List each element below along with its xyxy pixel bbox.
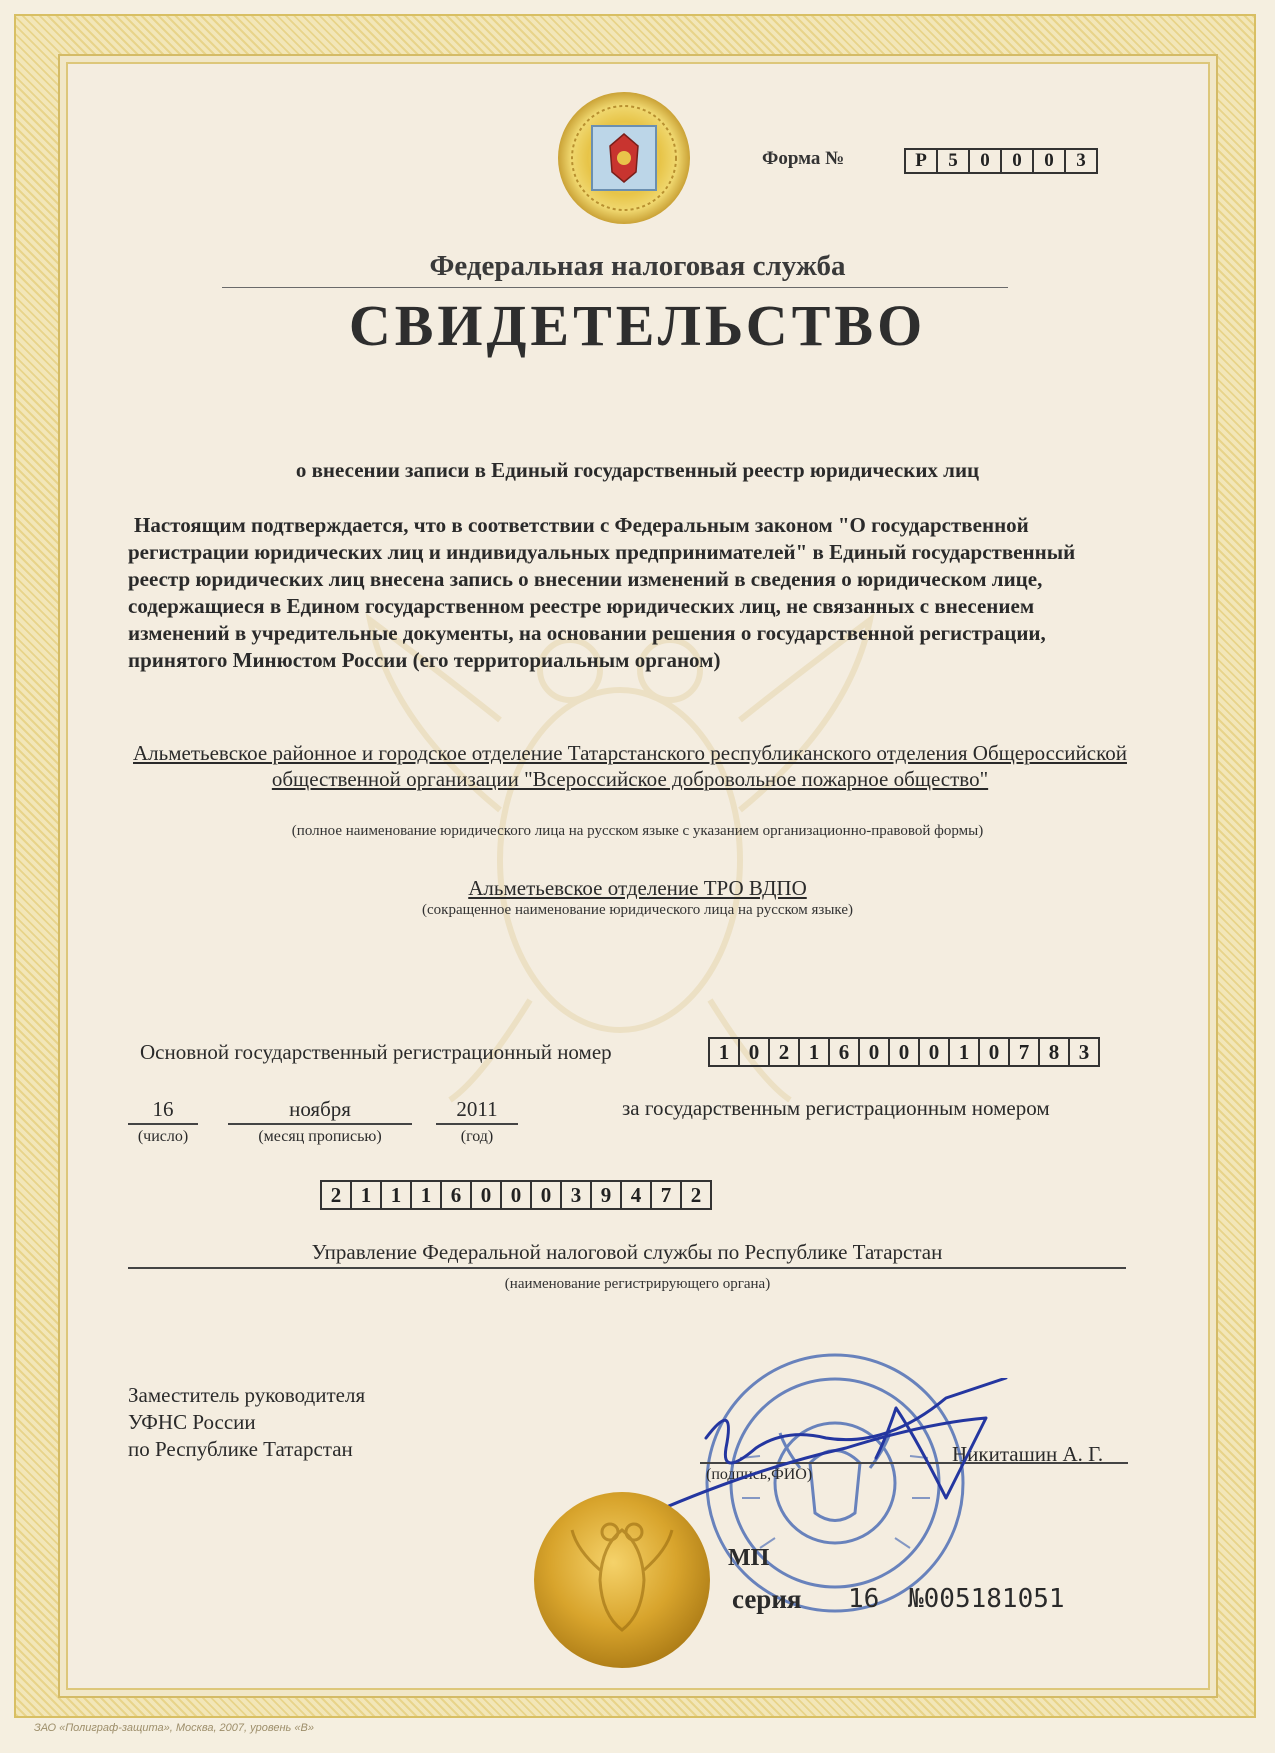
organization-short-name-caption: (сокращенное наименование юридического лица на русском языке): [422, 902, 853, 918]
grn-digit: 7: [652, 1180, 682, 1210]
grn-digit: 0: [472, 1180, 502, 1210]
registration-year: 2011: [436, 1097, 518, 1125]
ogrn-digit: 0: [860, 1037, 890, 1067]
year-caption: (год): [460, 1128, 494, 1145]
signature-caption: (подпись,ФИО): [706, 1466, 813, 1483]
grn-digit: 0: [532, 1180, 562, 1210]
month-caption: (месяц прописью): [258, 1128, 382, 1145]
document-title: СВИДЕТЕЛЬСТВО: [348, 293, 927, 358]
registering-authority: Управление Федеральной налоговой службы по Республике Татарстан: [128, 1240, 1126, 1269]
organization-short-name: Альметьевское отделение ТРО ВДПО: [468, 876, 807, 900]
form-number-label: Форма №: [762, 148, 845, 169]
series-value: 16: [848, 1584, 880, 1614]
ogrn-digit: 0: [740, 1037, 770, 1067]
ogrn-digit: 6: [830, 1037, 860, 1067]
registration-month: ноября: [228, 1097, 412, 1125]
mp-label: МП: [728, 1545, 770, 1571]
certificate-number: №005181051: [908, 1584, 1065, 1614]
form-number-boxes: [904, 148, 1098, 174]
certificate-body-text: Настоящим подтверждается, что в соответствии с Федеральным законом "О государственной регистрации юридических лиц и индивидуальных предпринимателей" в Единый государственный реестр юридических лиц внесена запись о внесении изменений в сведения о юридическом лице, содержащиеся в Едином государственном реестре юридических лиц, не связанных с внесением изменений в учредительные документы, на основании решения о государственной регистрации, принятого Минюстом России (его территориальным органом): [128, 513, 1076, 672]
series-label: серия: [732, 1584, 802, 1614]
registering-authority-caption: (наименование регистрирующего органа): [504, 1276, 771, 1292]
ogrn-digit: 3: [1070, 1037, 1100, 1067]
grn-digit: 1: [412, 1180, 442, 1210]
ogrn-label: Основной государственный регистрационный номер: [140, 1040, 612, 1064]
form-number-digit: 5: [938, 148, 970, 174]
grn-digit: 0: [502, 1180, 532, 1210]
document-subtitle: о внесении записи в Единый государственный реестр юридических лиц: [295, 458, 980, 482]
signer-name: Никиташин А. Г.: [952, 1442, 1104, 1466]
gold-seal-icon: [532, 1490, 712, 1670]
ogrn-digit: 1: [708, 1037, 740, 1067]
organization-full-name: Альметьевское районное и городское отделение Татарстанского республиканского отделения Общероссийской общественной организации "Всероссийское добровольное пожарное общество": [133, 741, 1127, 791]
agency-divider: [222, 287, 1008, 288]
ogrn-digit: 0: [920, 1037, 950, 1067]
grn-digit: 1: [382, 1180, 412, 1210]
grn-digit: 3: [562, 1180, 592, 1210]
grn-digit: 9: [592, 1180, 622, 1210]
grn-digit: 4: [622, 1180, 652, 1210]
grn-label: за государственным регистрационным номером: [622, 1096, 1050, 1120]
form-number-digit: Р: [904, 148, 938, 174]
ogrn-digit: 1: [800, 1037, 830, 1067]
signer-position-line: по Республике Татарстан: [128, 1437, 353, 1461]
signer-position-line: Заместитель руководителя: [128, 1383, 366, 1407]
ogrn-digit: 0: [890, 1037, 920, 1067]
grn-digit: 1: [352, 1180, 382, 1210]
grn-boxes: [320, 1180, 712, 1210]
day-caption: (число): [137, 1128, 189, 1145]
printer-imprint: ЗАО «Полиграф-защита», Москва, 2007, уровень «В»: [34, 1722, 314, 1734]
ogrn-digit: 8: [1040, 1037, 1070, 1067]
ogrn-digit: 0: [980, 1037, 1010, 1067]
agency-heading: Федеральная налоговая служба: [429, 250, 846, 282]
form-number-digit: 0: [1034, 148, 1066, 174]
grn-digit: 2: [320, 1180, 352, 1210]
ogrn-boxes: [708, 1037, 1100, 1067]
hologram-emblem-icon: [556, 90, 692, 226]
form-number-digit: 0: [970, 148, 1002, 174]
grn-digit: 2: [682, 1180, 712, 1210]
organization-full-name-caption: (полное наименование юридического лица на русском языке с указанием организационно-правовой формы): [291, 823, 984, 839]
ogrn-digit: 1: [950, 1037, 980, 1067]
signer-position: [128, 1382, 365, 1463]
form-number-digit: 0: [1002, 148, 1034, 174]
grn-digit: 6: [442, 1180, 472, 1210]
ogrn-digit: 7: [1010, 1037, 1040, 1067]
signer-position-line: УФНС России: [128, 1410, 256, 1434]
registration-day: 16: [128, 1097, 198, 1125]
ogrn-digit: 2: [770, 1037, 800, 1067]
form-number-digit: 3: [1066, 148, 1098, 174]
